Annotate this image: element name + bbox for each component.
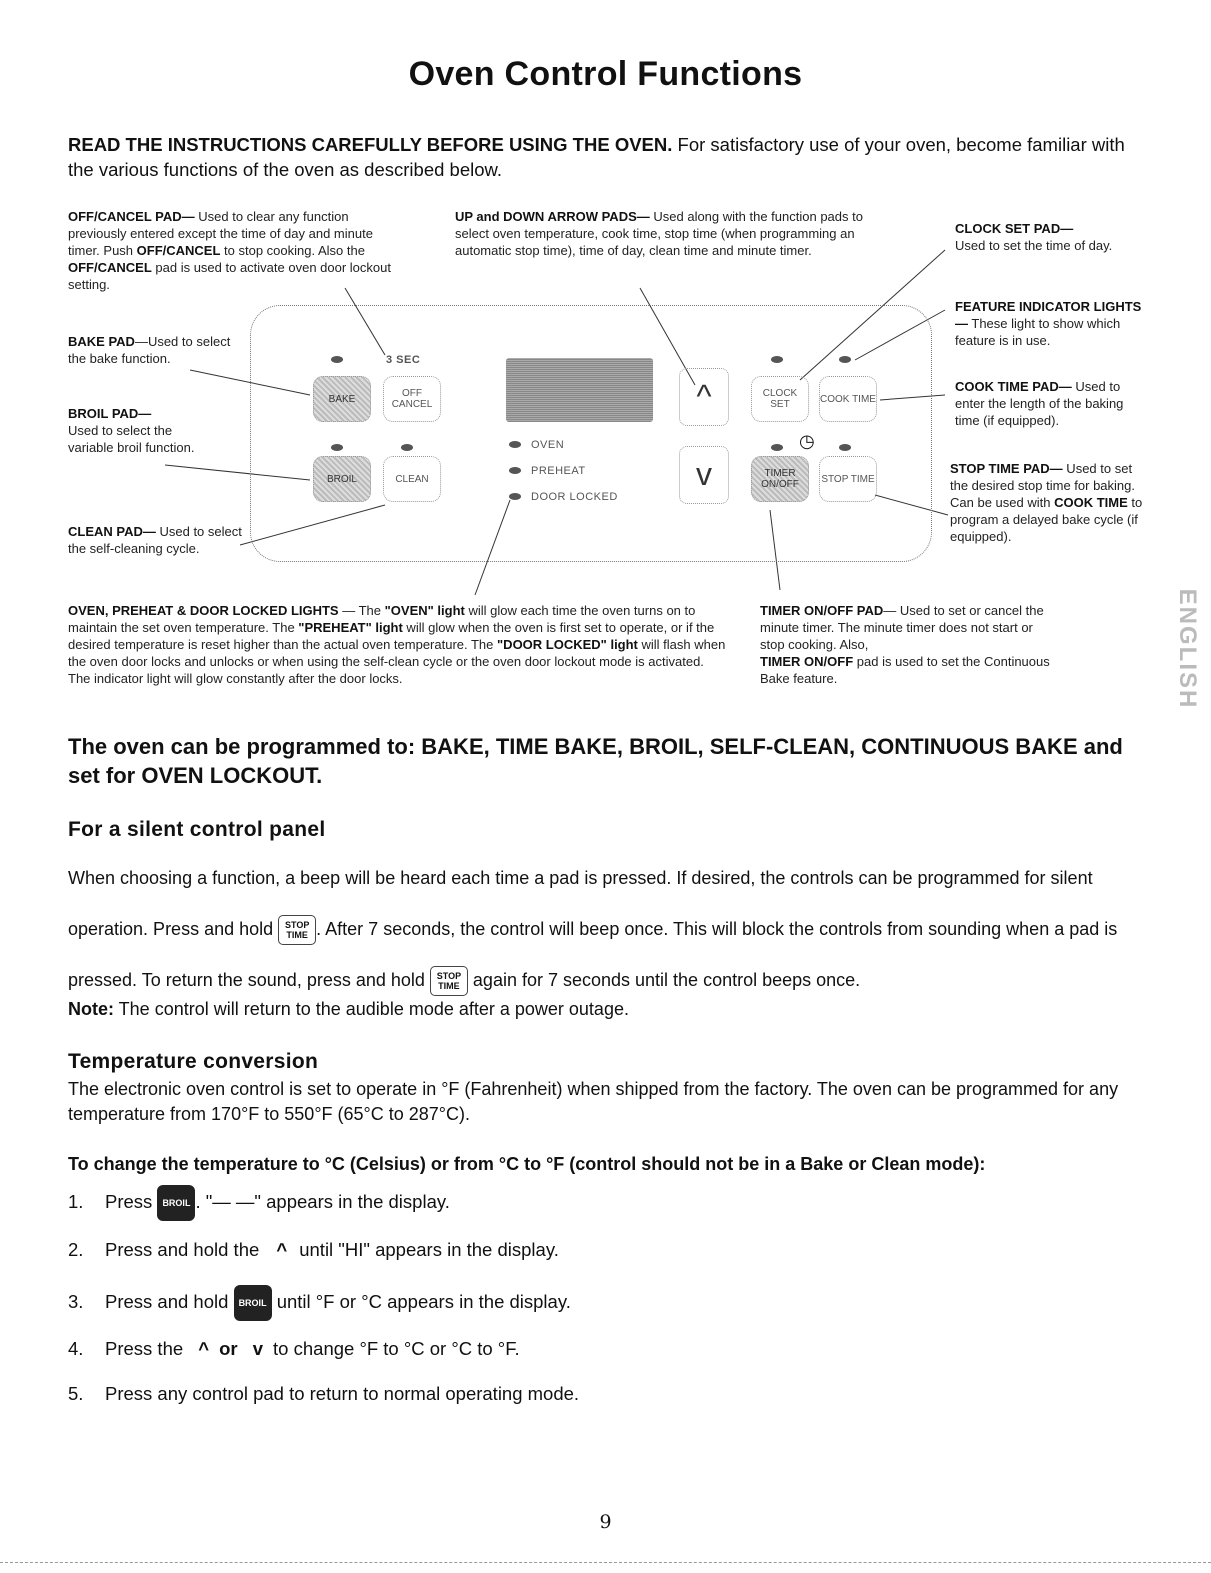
lock-3sec-label: 3 SEC bbox=[386, 354, 421, 366]
intro-text: For satisfactory use of your oven, become familiar with the various functions of the oven as described below. bbox=[68, 134, 1125, 180]
clock-set-pad[interactable]: CLOCK SET bbox=[751, 376, 809, 422]
step-text: Press any control pad to return to normal operating mode. bbox=[105, 1383, 580, 1404]
callout-text: Used to enter the length of the baking time (if equipped). bbox=[955, 379, 1124, 428]
page-number: 9 bbox=[599, 1511, 612, 1533]
step-text: Press and hold the bbox=[105, 1239, 260, 1260]
door-locked-led bbox=[509, 493, 521, 500]
oven-led bbox=[509, 441, 521, 448]
broil-callout bbox=[68, 405, 208, 456]
broil-pad-icon: BROIL bbox=[234, 1285, 272, 1321]
callout-text: Used along with the function pads to select oven temperature, cook time, stop time (when programming an automatic stop time), time of day, clean time and minute timer. bbox=[455, 209, 863, 258]
step-text: Press the bbox=[105, 1338, 184, 1359]
silent-text: When choosing a function, a beep will be heard each time a pad is pressed. If desired, the controls can be programmed for silent operation. Press and hold bbox=[68, 868, 1093, 939]
step-text: . "— —" appears in the display. bbox=[195, 1190, 450, 1212]
stop-time-pad[interactable]: STOP TIME bbox=[819, 456, 877, 502]
broil-pad-icon: BROIL bbox=[157, 1185, 195, 1221]
note-label: Note: bbox=[68, 999, 114, 1019]
callout-text: Used to set the time of day. bbox=[955, 238, 1113, 253]
stop-time-icon: STOP TIME bbox=[430, 966, 468, 996]
step-text: Press and hold bbox=[105, 1290, 229, 1312]
callout-text: will glow each time the oven turns on to maintain the set oven temperature. The bbox=[68, 603, 696, 635]
step-number: 3. bbox=[68, 1290, 84, 1312]
off-cancel-pad[interactable]: OFF CANCEL bbox=[383, 376, 441, 422]
page-title: Oven Control Functions bbox=[408, 55, 803, 93]
or-word: or bbox=[219, 1338, 238, 1359]
arrow-pads-callout bbox=[455, 208, 865, 259]
up-arrow-pad[interactable]: ^ bbox=[679, 368, 729, 426]
oven-light-label: OVEN bbox=[531, 439, 565, 451]
feature-lights-callout bbox=[955, 298, 1145, 349]
step-number: 4. bbox=[68, 1338, 84, 1359]
clean-callout bbox=[68, 523, 248, 557]
timer-callout bbox=[760, 602, 1050, 687]
indicator-dot bbox=[331, 356, 343, 363]
clock-icon: ◷ bbox=[799, 431, 815, 451]
callout-text: will flash when the oven door locks and unlocks or when using the self-clean cycle or the oven door lockout mode is activated. The indicator light will glow constantly after the door locks. bbox=[68, 637, 726, 686]
step-1 bbox=[68, 1185, 450, 1221]
clock-set-callout bbox=[955, 220, 1155, 254]
side-tab bbox=[1172, 585, 1202, 715]
stop-time-icon: STOP TIME bbox=[278, 915, 316, 945]
step-text: until "HI" appears in the display. bbox=[299, 1239, 559, 1260]
oven-display bbox=[506, 358, 653, 422]
intro-paragraph bbox=[68, 132, 1153, 182]
step-text: Press bbox=[105, 1190, 153, 1212]
callout-head: STOP TIME PAD— bbox=[950, 461, 1063, 476]
conversion-paragraph: The electronic oven control is set to operate in °F (Fahrenheit) when shipped from the factory. The oven can be programmed for any temperature from 170°F to 550°F (65°C to 287°C). bbox=[68, 1079, 1119, 1124]
timer-on-off-pad[interactable]: TIMER ON/OFF bbox=[751, 456, 809, 502]
step-number: 5. bbox=[68, 1383, 84, 1404]
silent-heading: For a silent control panel bbox=[68, 818, 326, 841]
callout-text: pad is used to activate oven door lockout setting. bbox=[68, 260, 391, 292]
indicator-dot bbox=[839, 444, 851, 451]
callout-head: BROIL PAD— bbox=[68, 406, 152, 421]
indicator-dot bbox=[839, 356, 851, 363]
callout-text: will glow when the oven is first set to operate, or if the desired temperature is reset higher than the actual oven temperature. The bbox=[68, 620, 715, 652]
callout-head: UP and DOWN ARROW PADS— bbox=[455, 209, 650, 224]
up-arrow-icon: ^ bbox=[276, 1239, 288, 1260]
indicator-dot bbox=[401, 444, 413, 451]
cook-time-callout bbox=[955, 378, 1150, 429]
callout-head: TIMER ON/OFF PAD bbox=[760, 603, 884, 618]
callout-text: Used to set the desired stop time for baking. Can be used with bbox=[950, 461, 1135, 510]
intro-bold: READ THE INSTRUCTIONS CAREFULLY BEFORE USING THE OVEN. bbox=[68, 134, 673, 155]
callout-text: pad is used to set the Continuous Bake feature. bbox=[760, 654, 1050, 686]
down-arrow-icon: v bbox=[252, 1338, 264, 1359]
callout-text: to stop cooking. Also the bbox=[220, 243, 365, 258]
side-tab-label: ENGLISH bbox=[1174, 588, 1201, 710]
step-number: 2. bbox=[68, 1239, 84, 1260]
callout-head: CLOCK SET PAD— bbox=[955, 221, 1074, 236]
bake-callout bbox=[68, 333, 238, 367]
callout-text: Used to select the variable broil function. bbox=[68, 423, 195, 455]
cook-time-pad[interactable]: COOK TIME bbox=[819, 376, 877, 422]
step-4 bbox=[68, 1336, 520, 1362]
control-panel bbox=[250, 305, 932, 562]
indicator-dot bbox=[331, 444, 343, 451]
callout-head: CLEAN PAD— bbox=[68, 524, 156, 539]
silent-paragraph bbox=[68, 853, 1158, 1006]
callout-bold: COOK TIME bbox=[1054, 495, 1128, 510]
programmed-statement: The oven can be programmed to: BAKE, TIME BAKE, BROIL, SELF-CLEAN, CONTINUOUS BAKE and set for OVEN LOCKOUT. bbox=[68, 734, 1123, 788]
callout-text: Used to select the self-cleaning cycle. bbox=[68, 524, 242, 556]
callout-text: — Used to set or cancel the minute timer. The minute timer does not start or stop cooking. Also, bbox=[760, 603, 1044, 652]
callout-bold: "OVEN" light bbox=[384, 603, 465, 618]
step-5 bbox=[68, 1381, 579, 1407]
off-cancel-callout bbox=[68, 208, 398, 293]
callout-head: COOK TIME PAD— bbox=[955, 379, 1072, 394]
silent-text: . After 7 seconds, the control will beep once. This will block the controls from sounding when a pad is pressed. To return the sound, press and hold bbox=[68, 919, 1118, 990]
callout-text: — The bbox=[338, 603, 385, 618]
step-text: until °F or °C appears in the display. bbox=[276, 1290, 571, 1312]
callout-bold: "DOOR LOCKED" light bbox=[497, 637, 638, 652]
indicator-dot bbox=[771, 356, 783, 363]
bottom-divider bbox=[0, 1562, 1211, 1563]
step-3 bbox=[68, 1285, 571, 1321]
step-2 bbox=[68, 1237, 559, 1263]
silent-text: again for 7 seconds until the control beeps once. bbox=[467, 970, 861, 990]
callout-head: OFF/CANCEL PAD— bbox=[68, 209, 195, 224]
callout-head: OVEN, PREHEAT & DOOR LOCKED LIGHTS bbox=[68, 603, 339, 618]
note-line bbox=[68, 997, 1158, 1022]
conversion-subheading: To change the temperature to °C (Celsius) or from °C to °F (control should not be in a Bake or Clean mode): bbox=[68, 1154, 986, 1174]
up-arrow-icon: ^ bbox=[198, 1338, 210, 1359]
callout-text: —Used to select the bake function. bbox=[68, 334, 231, 366]
callout-bold: "PREHEAT" light bbox=[298, 620, 403, 635]
down-arrow-pad[interactable]: v bbox=[679, 446, 729, 504]
stop-time-callout bbox=[950, 460, 1145, 545]
callout-text: to program a delayed bake cycle (if equipped). bbox=[950, 495, 1143, 544]
callout-text: Used to clear any function previously entered except the time of day and minute timer. Push bbox=[68, 209, 373, 258]
conversion-heading: Temperature conversion bbox=[68, 1050, 319, 1073]
preheat-led bbox=[509, 467, 521, 474]
callout-bold: TIMER ON/OFF bbox=[760, 654, 854, 669]
callout-bold: OFF/CANCEL bbox=[136, 243, 221, 258]
indicator-dot bbox=[771, 444, 783, 451]
callout-head: FEATURE INDICATOR LIGHTS— bbox=[955, 299, 1142, 331]
bake-pad[interactable]: BAKE bbox=[313, 376, 371, 422]
broil-pad[interactable]: BROIL bbox=[313, 456, 371, 502]
note-text: The control will return to the audible mode after a power outage. bbox=[114, 999, 629, 1019]
step-number: 1. bbox=[68, 1190, 84, 1212]
callout-head: BAKE PAD bbox=[68, 334, 135, 349]
callout-text: These light to show which feature is in use. bbox=[955, 316, 1121, 348]
lights-callout bbox=[68, 602, 728, 687]
door-locked-light-label: DOOR LOCKED bbox=[531, 491, 618, 503]
callout-bold: OFF/CANCEL bbox=[68, 260, 152, 275]
preheat-light-label: PREHEAT bbox=[531, 465, 586, 477]
clean-pad[interactable]: CLEAN bbox=[383, 456, 441, 502]
step-text: to change °F to °C or °C to °F. bbox=[273, 1338, 520, 1359]
